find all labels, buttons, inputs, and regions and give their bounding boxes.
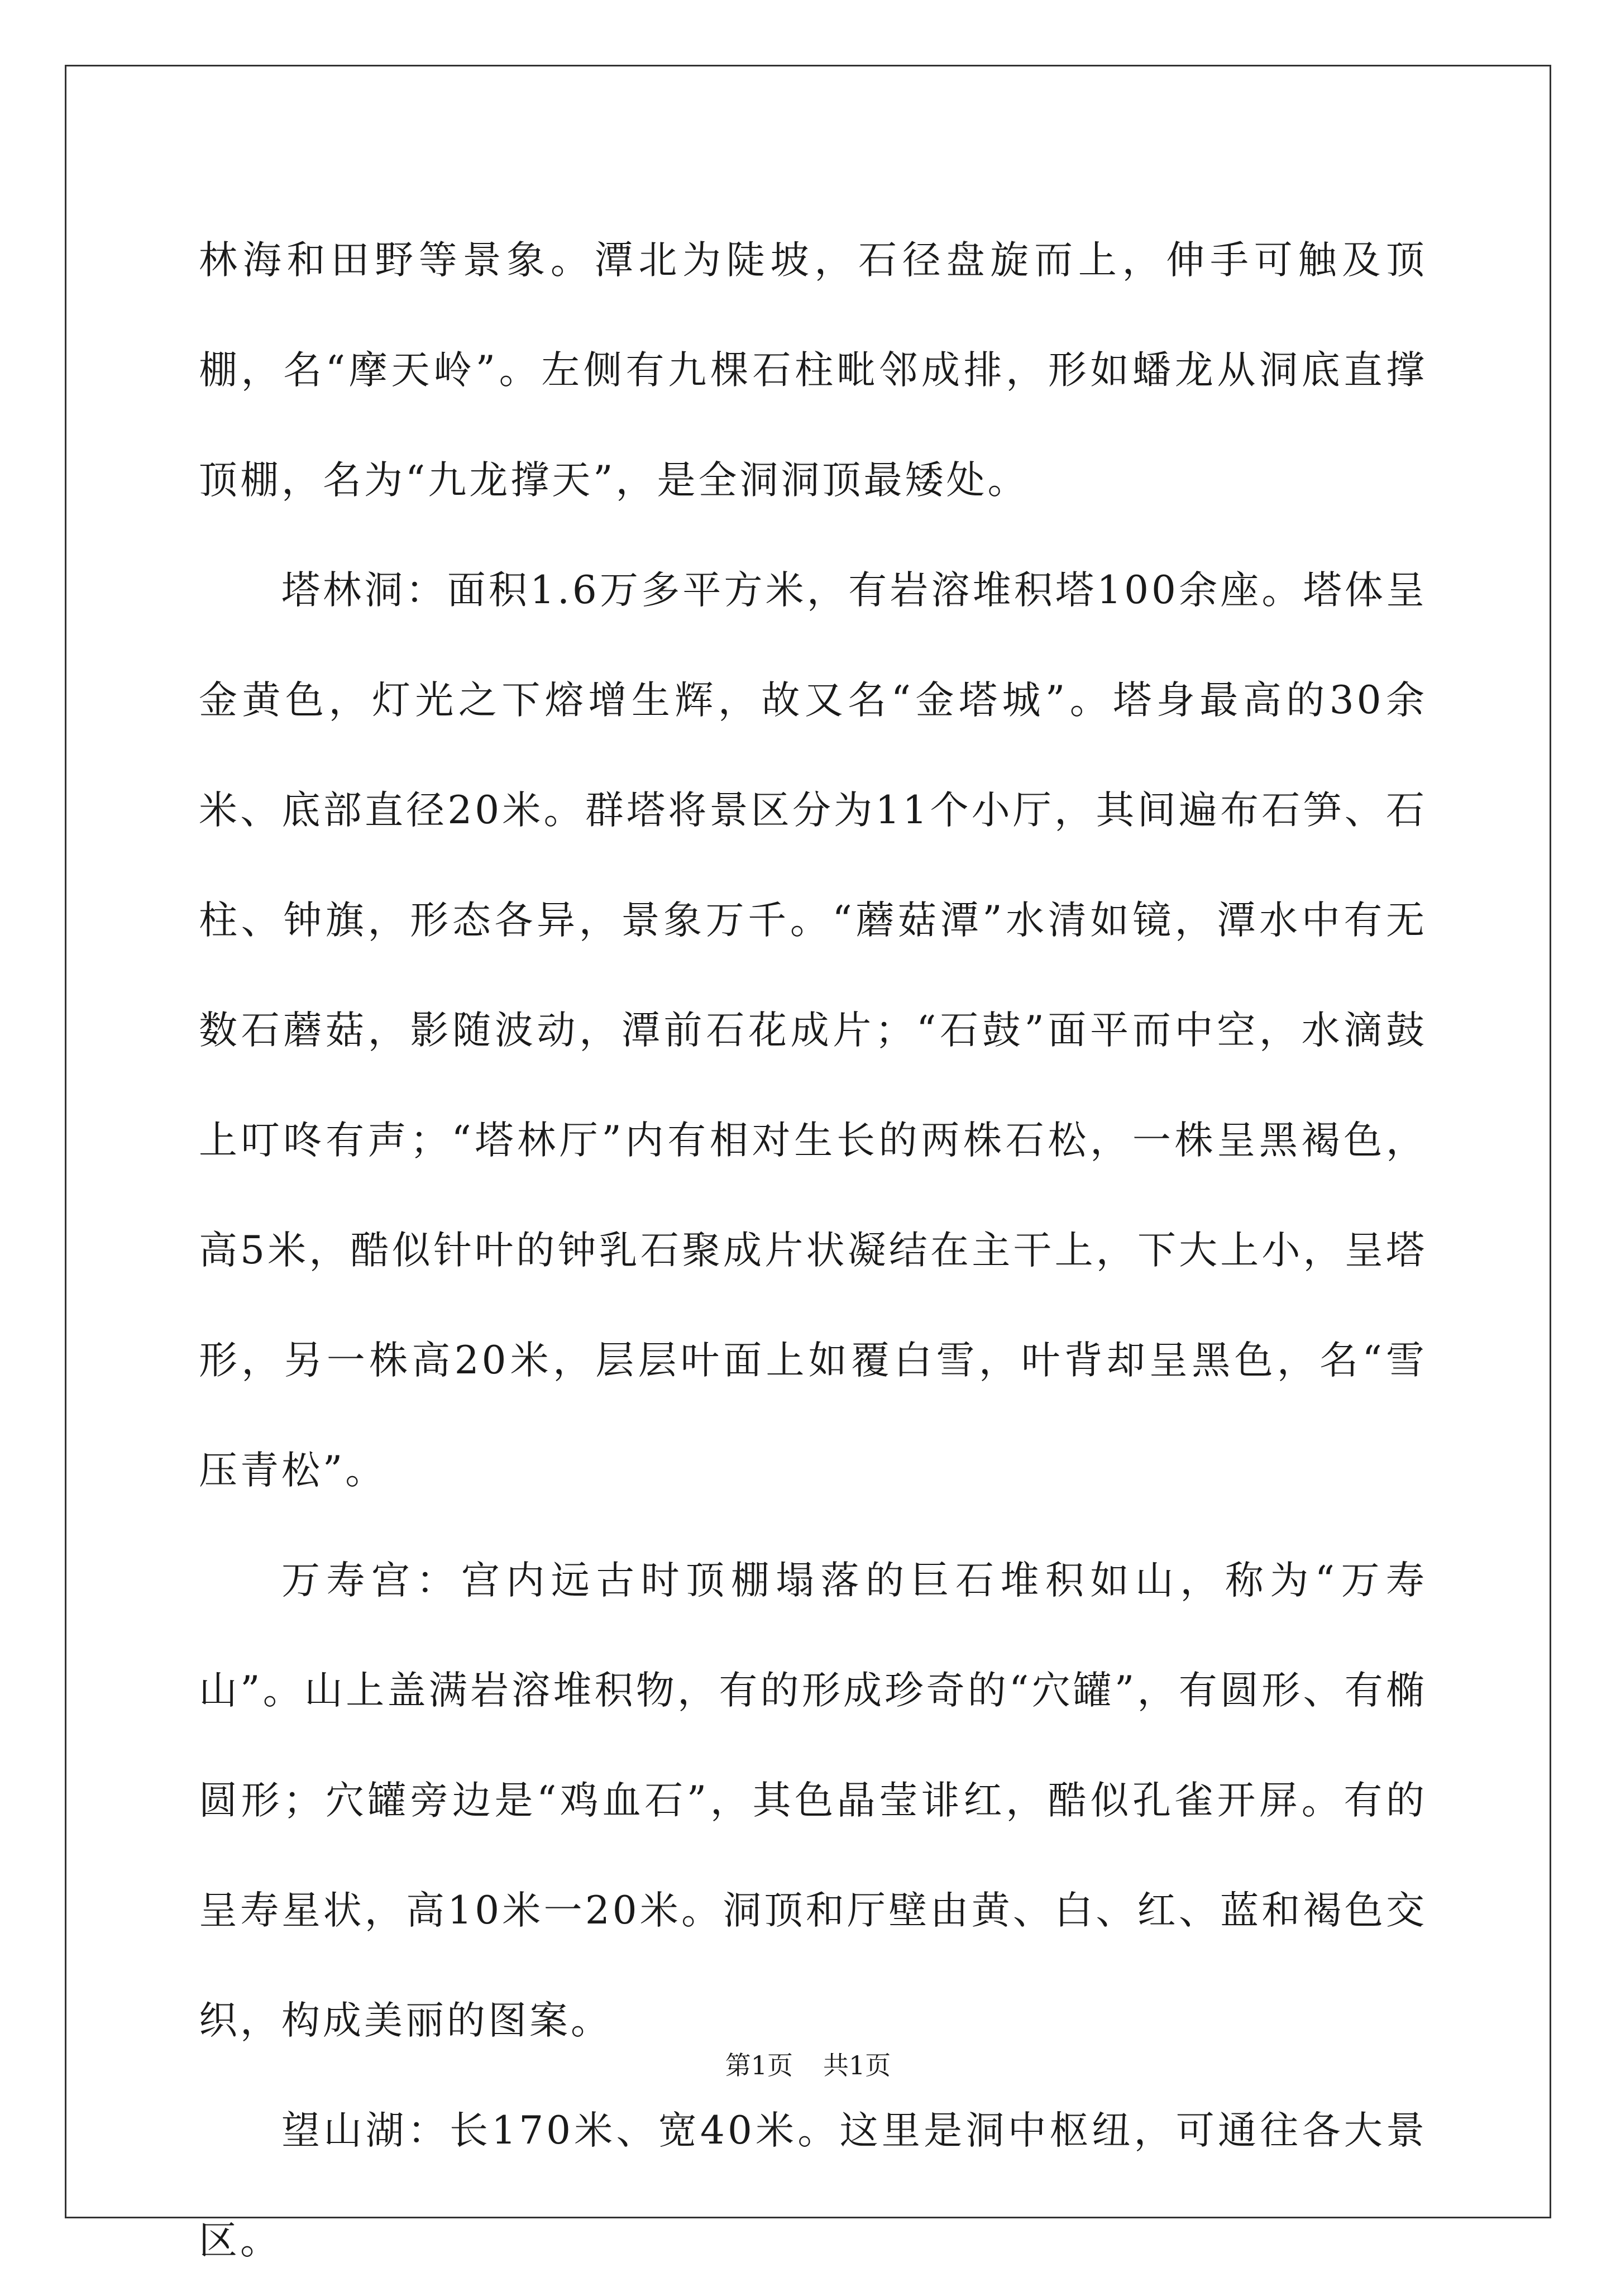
paragraph-pagoda-forest-cave: 塔林洞：面积1.6万多平方米，有岩溶堆积塔100余座。塔体呈金黄色，灯光之下熔增生辉，故又名“金塔城”。塔身最高的30余米、底部直径20米。群塔将景区分为11个小厅，其间遍布石笋、石柱、钟旗，形态各异，景象万千。“蘑菇潭”水清如镜，潭水中有无数石蘑菇，影随波动，潭前石花成片；“石鼓”面平而中空，水滴鼓上叮咚有声；“塔林厅”内有相对生长的两株石松，一株呈黑褐色，高5米，酷似针叶的钟乳石聚成片状凝结在主干上，下大上小，呈塔形，另一株高20米，层层叶面上如覆白雪，叶背却呈黑色，名“雪压青松”。: [199, 568, 1427, 1493]
paragraph-moutian-ridge: 林海和田野等景象。潭北为陡坡，石径盘旋而上，伸手可触及顶棚，名“摩天岭”。左侧有九棵石柱毗邻成排，形如蟠龙从洞底直撑顶棚，名为“九龙撑天”，是全洞洞顶最矮处。: [199, 238, 1427, 503]
document-body: [199, 206, 1427, 2296]
page-footer: [0, 2049, 1616, 2082]
page-total: 共1页: [823, 2050, 891, 2080]
paragraph-longevity-palace: 万寿宫：宫内远古时顶棚塌落的巨石堆积如山，称为“万寿山”。山上盖满岩溶堆积物，有的形成珍奇的“穴罐”，有圆形、有椭圆形；穴罐旁边是“鸡血石”，其色晶莹诽红，酷似孔雀开屏。有的呈寿星状，高10米一20米。洞顶和厅壁由黄、白、红、蓝和褐色交织，构成美丽的图案。: [199, 1558, 1427, 2043]
paragraph-wangshan-lake: 望山湖：长170米、宽40米。这里是洞中枢纽，可通往各大景区。: [199, 2108, 1427, 2263]
page-number: 第1页: [725, 2050, 793, 2080]
